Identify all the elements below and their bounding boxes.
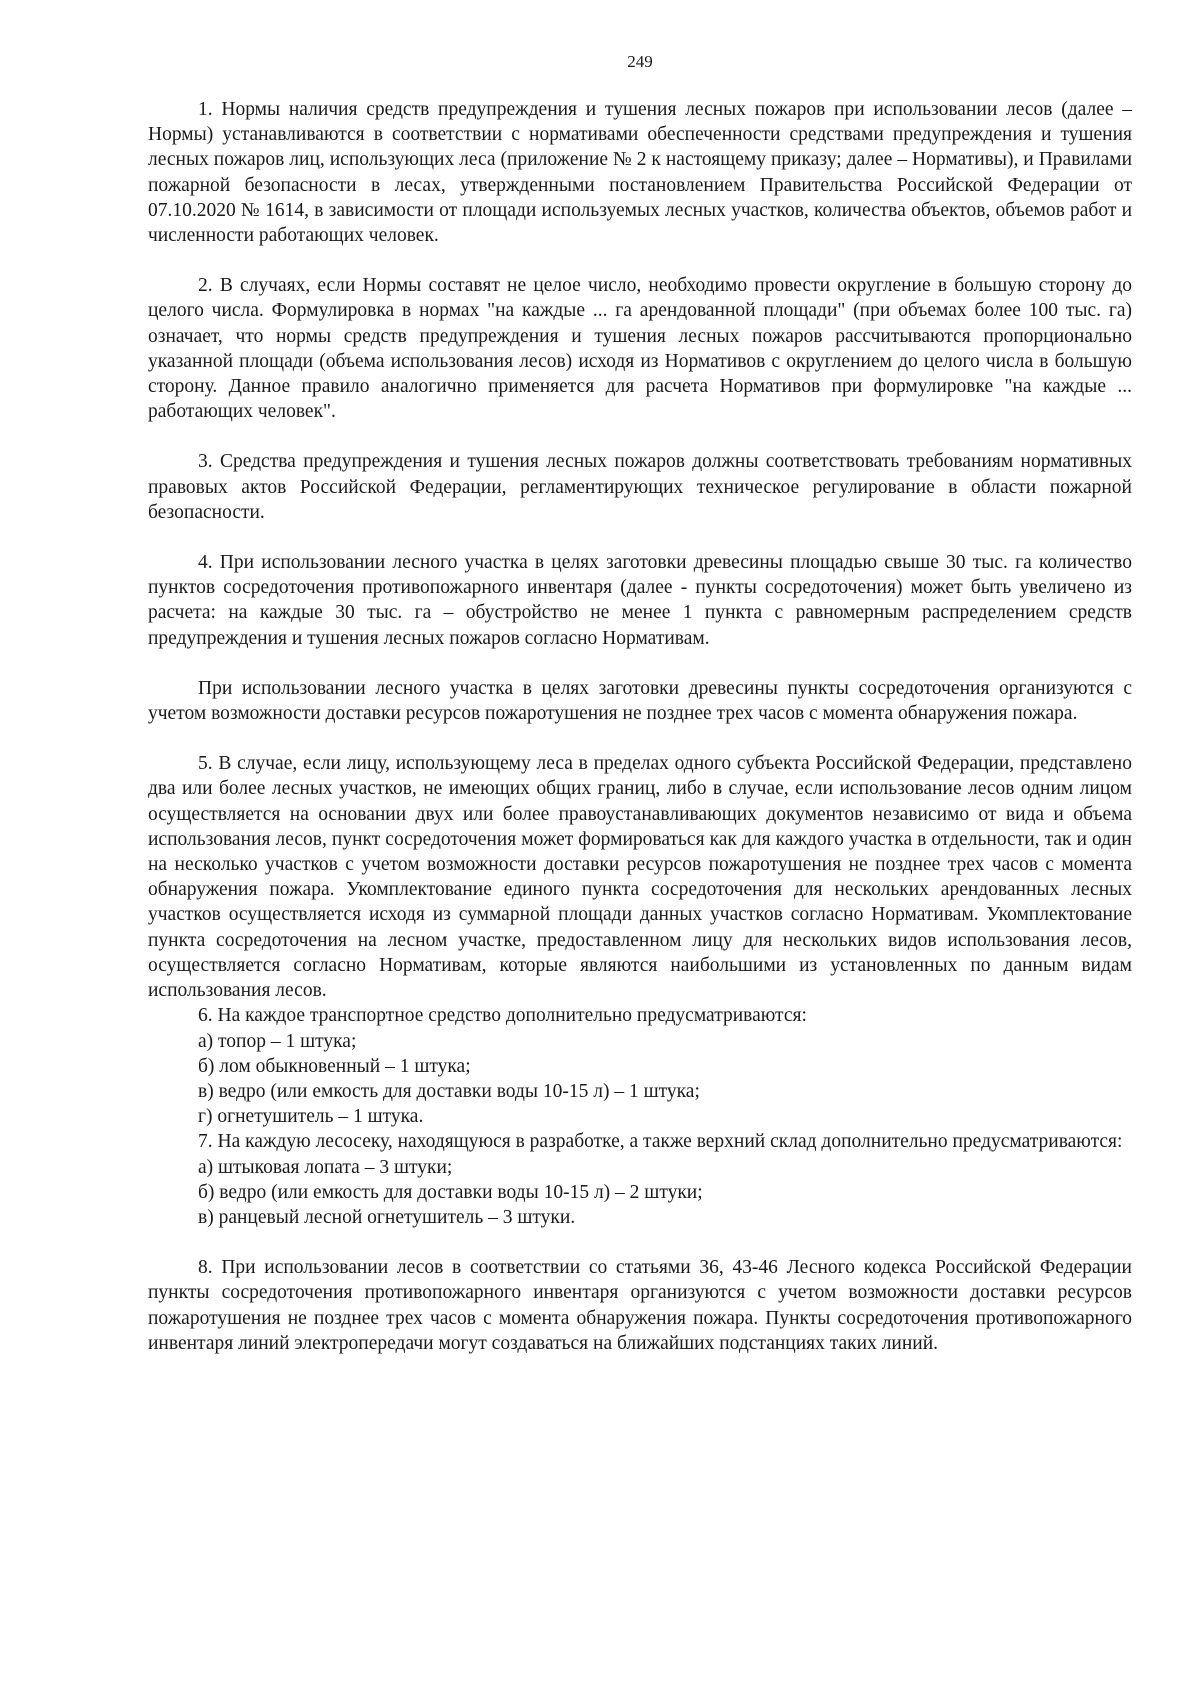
list-item: в) ведро (или емкость для доставки воды 10-15 л) – 1 штука;: [198, 1080, 700, 1102]
paragraph-gap: [148, 248, 1132, 273]
paragraph-gap: [148, 525, 1132, 550]
paragraph-7: 7. На каждую лесосеку, находящуюся в разработке, а также верхний склад дополнительно предусматриваются:: [198, 1131, 1123, 1153]
paragraph-gap: [148, 424, 1132, 449]
list-item: а) штыковая лопата – 3 штуки;: [198, 1156, 453, 1178]
document-page: [148, 52, 1132, 1356]
paragraph-gap: [148, 1230, 1132, 1255]
paragraph-6: 6. На каждое транспортное средство дополнительно предусматриваются:: [198, 1005, 807, 1027]
list-item: б) лом обыкновенный – 1 штука;: [198, 1055, 471, 1077]
paragraph-4: 4. При использовании лесного участка в целях заготовки древесины площадью свыше 30 тыс. га количество пунктов сосредоточения противопожарного инвентаря (далее - пункты сосредоточения) может быть увеличено из расчета: на каждые 30 тыс. га – обустройство не менее 1 пункта с равномерным распределением средств предупреждения и тушения лесных пожаров согласно Нормативам.: [148, 552, 1132, 649]
paragraph-2: 2. В случаях, если Нормы составят не целое число, необходимо провести округление в большую сторону до целого числа. Формулировка в нормах "на каждые ... га арендованной площади" (при объемах более 100 тыс. га) означает, что нормы средств предупреждения и тушения лесных пожаров рассчитываются пропорционально указанной площади (объема использования лесов) исходя из Нормативов с округлением до целого числа в большую сторону. Данное правило аналогично применяется для расчета Нормативов при формулировке "на каждые ... работающих человек".: [148, 275, 1132, 423]
paragraph-5: 5. В случае, если лицу, использующему леса в пределах одного субъекта Российской Федерации, представлено два или более лесных участков, не имеющих общих границ, либо в случае, если использование лесов одним лицом осуществляется на основании двух или более правоустанавливающих документов независимо от вида и объема использования лесов, пункт сосредоточения может формироваться как для каждого участка в отдельности, так и один на несколько участков с учетом возможности доставки ресурсов пожаротушения не позднее трех часов с момента обнаружения пожара. Укомплектование единого пункта сосредоточения для нескольких арендованных лесных участков осуществляется исходя из суммарной площади данных участков согласно Нормативам. Укомплектование пункта сосредоточения на лесном участке, предоставленном лицу для нескольких видов использования лесов, осуществляется согласно Нормативам, которые являются наибольшими из установленных по данным видам использования лесов.: [148, 753, 1132, 1002]
list-item: в) ранцевый лесной огнетушитель – 3 штуки.: [198, 1206, 576, 1228]
paragraph-gap: [148, 651, 1132, 676]
paragraph-3: 3. Средства предупреждения и тушения лесных пожаров должны соответствовать требованиям нормативных правовых актов Российской Федерации, регламентирующих техническое регулирование в области пожарной безопасности.: [148, 451, 1132, 523]
page-number: 249: [627, 52, 653, 71]
paragraph-1: 1. Нормы наличия средств предупреждения и тушения лесных пожаров при использовании лесов (далее – Нормы) устанавливаются в соответствии с нормативами обеспеченности средствами предупреждения и тушения лесных пожаров лиц, использующих леса (приложение № 2 к настоящему приказу; далее – Нормативы), и Правилами пожарной безопасности в лесах, утвержденными постановлением Правительства Российской Федерации от 07.10.2020 № 1614, в зависимости от площади используемых лесных участков, количества объектов, объемов работ и численности работающих человек.: [148, 99, 1132, 247]
list-item: а) топор – 1 штука;: [198, 1030, 357, 1052]
paragraph-gap: [148, 726, 1132, 751]
paragraph-4-continued: При использовании лесного участка в целях заготовки древесины пункты сосредоточения организуются с учетом возможности доставки ресурсов пожаротушения не позднее трех часов с момента обнаружения пожара.: [148, 677, 1132, 725]
paragraph-8: 8. При использовании лесов в соответствии со статьями 36, 43-46 Лесного кодекса Российской Федерации пункты сосредоточения противопожарного инвентаря организуются с учетом возможности доставки ресурсов пожаротушения не позднее трех часов с момента обнаружения пожара. Пункты сосредоточения противопожарного инвентаря линий электропередачи могут создаваться на ближайших подстанциях таких линий.: [148, 1257, 1132, 1354]
list-item: г) огнетушитель – 1 штука.: [198, 1106, 424, 1128]
list-item: б) ведро (или емкость для доставки воды 10-15 л) – 2 штуки;: [198, 1181, 703, 1203]
